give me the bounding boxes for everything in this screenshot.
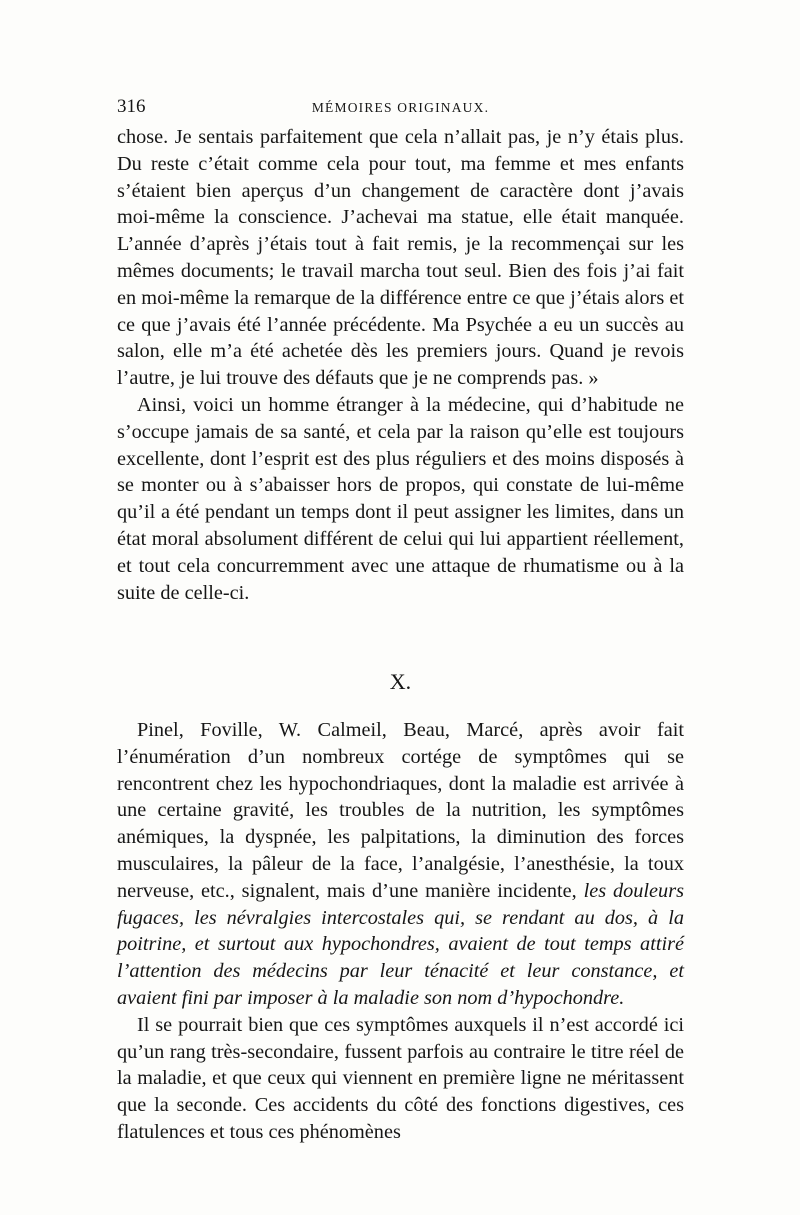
paragraph-pinel (117, 717, 684, 1012)
paragraph-il-se-pourrait: Il se pourrait bien que ces symptômes auxquels il n’est accordé ici qu’un rang très-secondaire, fussent parfois au contraire le titre réel de la maladie, et que ceux qui viennent en première ligne ne méritassent que la seconde. Ces accidents du côté des fonctions digestives, ces flatulences et tous ces phénomènes (117, 1013, 684, 1143)
page-number: 316 (117, 96, 146, 117)
section-heading: X. (389, 669, 412, 694)
page-header (117, 96, 684, 126)
paragraph-continuation: chose. Je sentais parfaitement que cela n’allait pas, je n’y étais plus. Du reste c’était comme cela pour tout, ma femme et mes enfants s’étaient bien aperçus d’un changement de caractère dont j’avais moi-même la conscience. J’achevai ma statue, elle était manquée. L’année d’après j’étais tout à fait remis, je la recommençai sur les mêmes documents; le travail marcha tout seul. Bien des fois j’ai fait en moi-même la remarque de la différence entre ce que j’étais alors et ce que j’avais été l’année précédente. Ma Psychée a eu un succès au salon, elle m’a été achetée dès les premiers jours. Quand je revois l’autre, je lui trouve des défauts que je ne comprends pas. » (117, 126, 684, 390)
paragraph-pinel-italic: les douleurs fugaces, les névralgies intercostales qui, se rendant au dos, à la poitrine, et surtout aux hypochondres, avaient de tout temps attiré l’attention des médecins par leur ténacité et leur constance, et avaient fini par imposer à la maladie son nom d’hypochondre. (117, 879, 684, 1009)
body-text-upper (117, 124, 684, 606)
paragraph-pinel-plain: Pinel, Foville, W. Calmeil, Beau, Marcé, après avoir fait l’énumération d’un nombreux cortége de symptômes qui se rencontrent chez les hypochondriaques, dont la maladie est arrivée à une certaine gravité, les troubles de la nutrition, les symptômes anémiques, la dyspnée, les palpitations, la diminution des forces musculaires, la pâleur de la face, l’analgésie, l’anesthésie, la toux nerveuse, etc., signalent, mais d’une manière incidente, (117, 719, 684, 902)
paragraph-ainsi: Ainsi, voici un homme étranger à la médecine, qui d’habitude ne s’occupe jamais de sa santé, et cela par la raison qu’elle est toujours excellente, dont l’esprit est des plus réguliers et des moins disposés à se monter ou à s’abaisser hors de propos, qui constate de lui-même qu’il a été pendant un temps dont il peut assigner les limites, dans un état moral absolument différent de celui qui lui appartient réellement, et tout cela concurremment avec une attaque de rhumatisme ou à la suite de celle-ci. (117, 393, 684, 604)
running-head: MÉMOIRES ORIGINAUX. (311, 100, 490, 115)
body-text-lower (117, 717, 684, 1146)
